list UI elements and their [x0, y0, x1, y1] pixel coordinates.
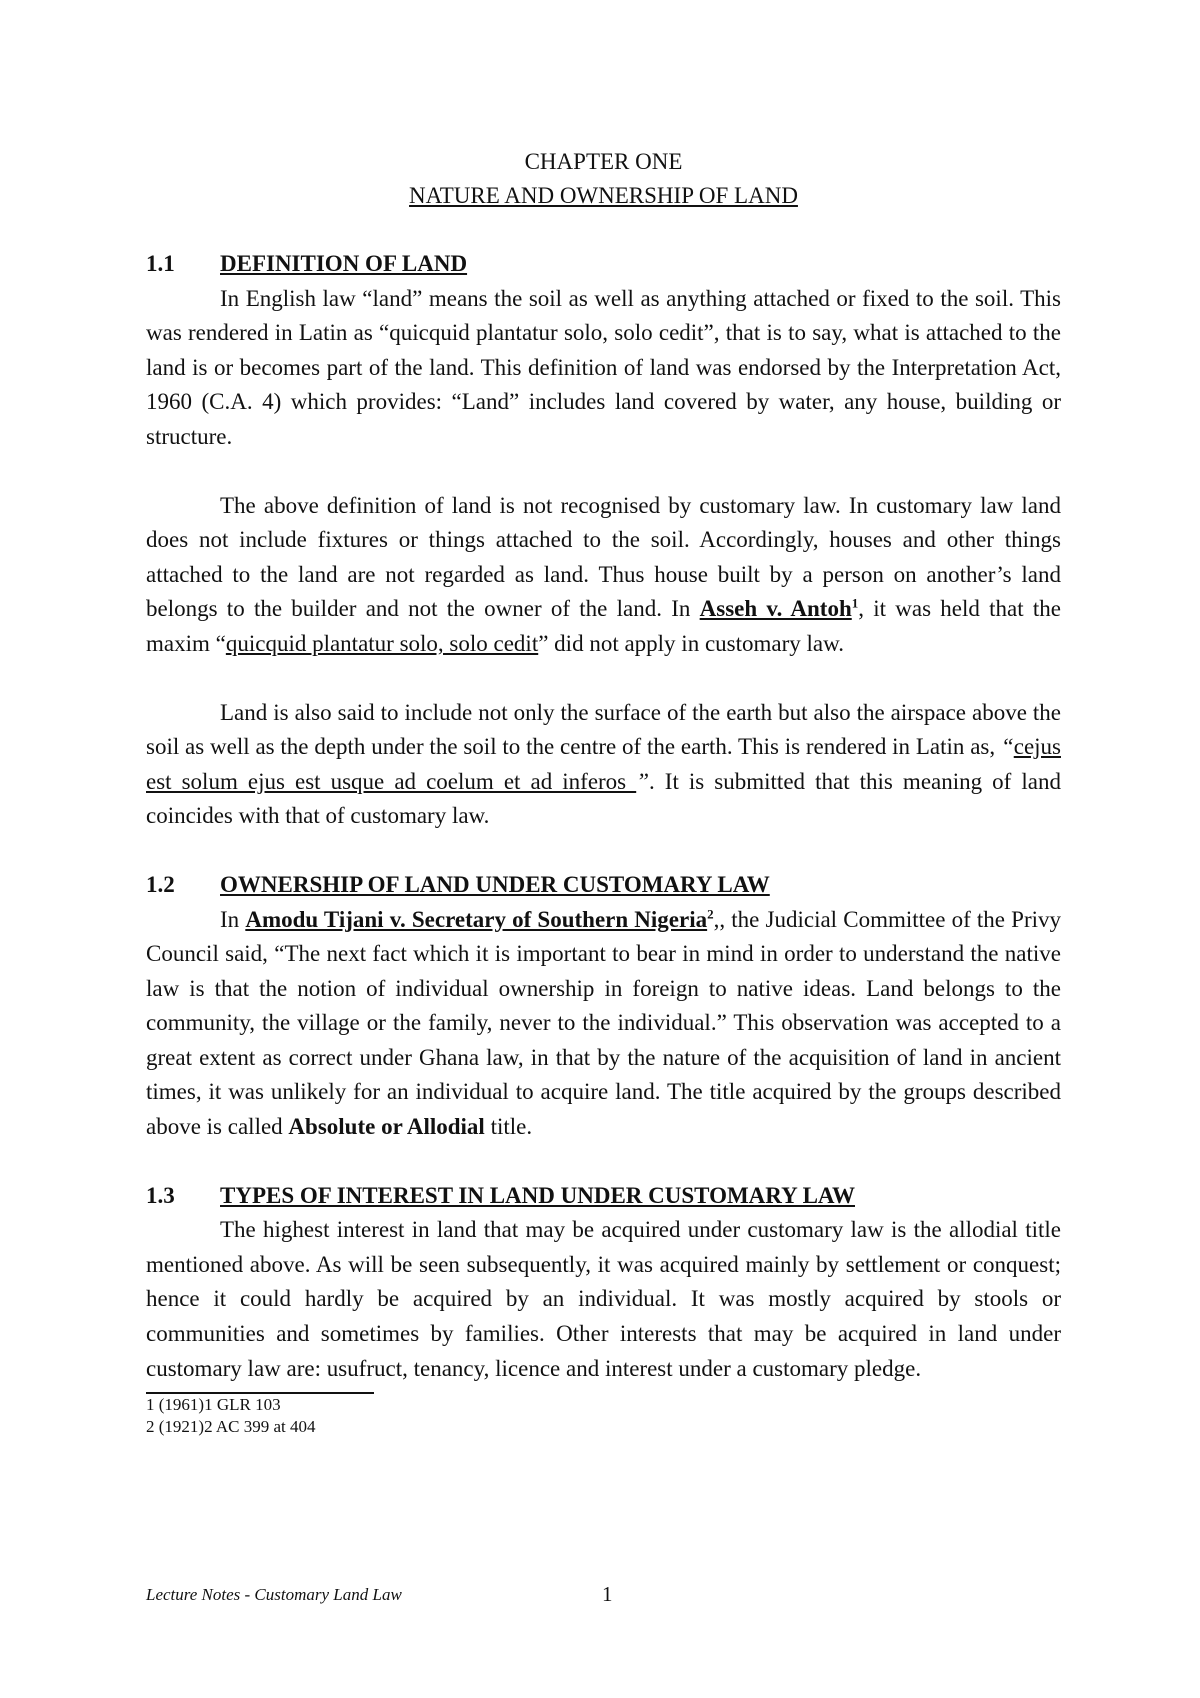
footnote-ref: 1: [851, 595, 859, 611]
chapter-label: CHAPTER ONE: [524, 149, 683, 174]
footer-label: Lecture Notes - Customary Land Law: [146, 1585, 402, 1604]
page-footer: [146, 1584, 1061, 1606]
bold-term: Absolute or Allodial: [288, 1114, 485, 1140]
text-run: ” did not apply in customary law.: [538, 630, 844, 656]
text-run: . It is submitted that this meaning of land coincides with that of customary law.: [146, 768, 1061, 829]
quote-mark: “: [1000, 734, 1014, 760]
quote-mark: ”: [636, 768, 649, 794]
text-run: Land is also said to include not only the surface of the earth but also the airspace above the soil as well as the depth under the soil to the centre of the earth. This is rendered in Latin as,: [146, 699, 1061, 760]
section-heading-1-2: [146, 868, 1061, 903]
section-heading-1-1: [146, 247, 1061, 282]
case-name: Amodu Tijani v. Secretary of Southern Nigeria: [245, 906, 708, 932]
section-heading-1-3: [146, 1179, 1061, 1214]
paragraph: The highest interest in land that may be acquired under customary law is the allodial title mentioned above. As will be seen subsequently, it was acquired mainly by settlement or conquest; hence it could hardly be acquired by an individual. It was mostly acquired by stools or communities and sometimes by families. Other interests that may be acquired in land under customary law are: usufruct, tenancy, licence and interest under a customary pledge.: [146, 1217, 1061, 1381]
section-title: TYPES OF INTEREST IN LAND UNDER CUSTOMARY LAW: [220, 1182, 855, 1208]
paragraph: [146, 696, 1061, 834]
chapter-header: [146, 145, 1061, 213]
section-title: DEFINITION OF LAND: [220, 251, 468, 276]
text-run: The above definition of land is not recognised by customary law. In customary law land does not include fixtures or things attached to the soil. Accordingly, houses and other things attached to the land are not regarded as land. Thus house built by a person on another’s land belongs to the builder and not the owner of the land. In: [146, 492, 1061, 622]
section-number: 1.2: [146, 871, 175, 897]
paragraph: [146, 903, 1061, 1145]
latin-maxim: quicquid plantatur solo, solo cedit: [225, 630, 539, 656]
text-run: , it was held that the maxim “: [146, 596, 1061, 656]
latin-maxim: cejus est solum ejus est usque ad coelum et ad inferos: [146, 734, 1061, 794]
section-number: 1.1: [146, 251, 175, 276]
page-number: 1: [602, 1582, 613, 1606]
chapter-title: NATURE AND OWNERSHIP OF LAND: [409, 183, 798, 208]
text-run: In: [220, 906, 246, 932]
text-run: title.: [484, 1114, 533, 1140]
section-title: OWNERSHIP OF LAND UNDER CUSTOMARY LAW: [220, 871, 770, 897]
paragraph: [146, 489, 1061, 662]
footnote-ref: 2: [707, 905, 714, 921]
paragraph: In English law “land” means the soil as well as anything attached or fixed to the soil. This was rendered in Latin as “quicquid plantatur solo, solo cedit”, that is to say, what is attached to the land is or becomes part of the land. This definition of land was endorsed by the Interpretation Act, 1960 (C.A. 4) which provides: “Land” includes land covered by water, any house, building or structure.: [146, 285, 1061, 449]
document-page: [146, 145, 1061, 1438]
footnote: 1 (1961)1 GLR 103: [146, 1395, 281, 1415]
footnote: 2 (1921)2 AC 399 at 404: [146, 1417, 316, 1437]
section-number: 1.3: [146, 1182, 175, 1208]
case-name: Asseh v. Antoh: [699, 596, 852, 622]
text-run: ,, the Judicial Committee of the Privy Council said, “The next fact which it is important to bear in mind in order to understand the native law is that the notion of individual ownership in foreign to native ideas. Land belongs to the community, the village or the family, never to the individual.” This observation was accepted to a great extent as correct under Ghana law, in that by the nature of the acquisition of land in ancient times, it was unlikely for an individual to acquire land. The title acquired by the groups described above is called: [146, 906, 1061, 1140]
